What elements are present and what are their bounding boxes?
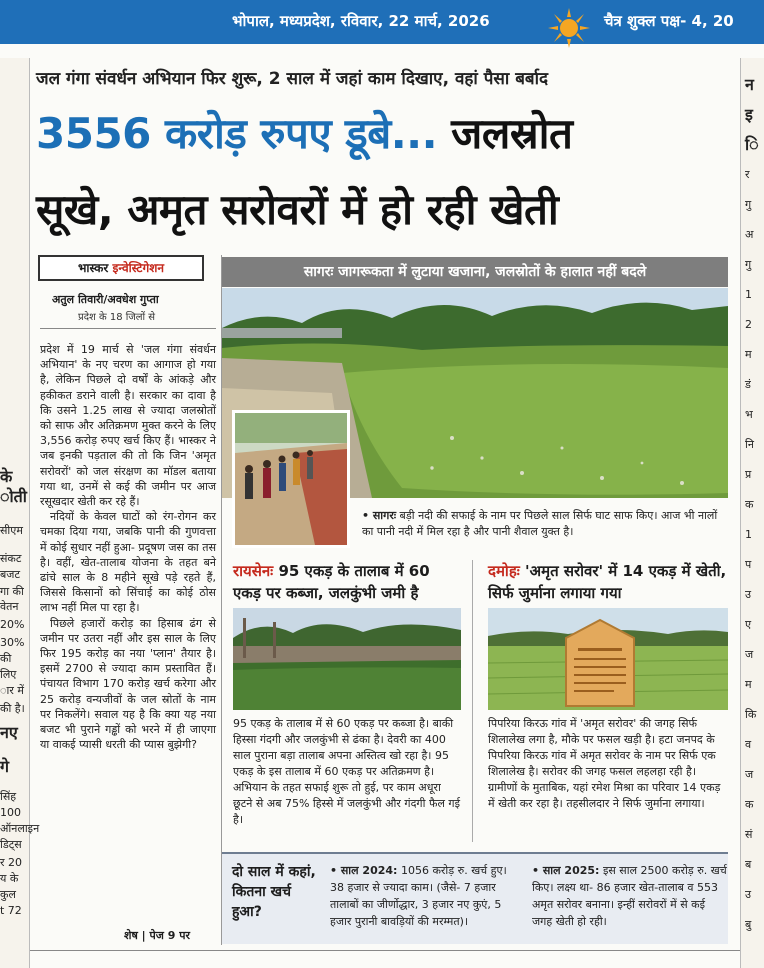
raisen-text: 95 एकड़ के तालाब में से 60 एकड़ पर कब्जा है। बाकी हिस्सा गंदगी और जलकुंभी से ढंका है। देवरी का 400 साल पुराना बड़ा तालाब अपना अस्तित्व खो रहा है। 95 एकड़ के इस तालाब में 60 एकड़ पर अतिक्रमण है। अभियान के तहत सफाई शुरू तो हुई, पर काम अधूरा छूटने से अब 75% हिस्से में जलकुंभी और गंदगी फैल गई है।: [233, 717, 460, 826]
right-adjacent-column: [740, 58, 764, 968]
left-column-fragment: की है।: [0, 702, 25, 715]
left-column-fragment: t 72: [0, 904, 22, 917]
summary-2025: [532, 862, 728, 930]
caption-place: • सागरः: [362, 509, 397, 522]
summary-2024: [330, 862, 520, 930]
left-column-fragment: बजट: [0, 568, 20, 581]
right-column-fragment: गु: [745, 258, 752, 271]
right-column-fragment: व: [745, 738, 752, 751]
left-column-fragment: संकट: [0, 552, 22, 565]
right-column-fragment: नि: [745, 438, 754, 451]
damoh-headline: [488, 560, 728, 604]
dateline-bar: [0, 0, 764, 44]
left-adjacent-column: [0, 58, 40, 968]
investigation-tag: [38, 255, 204, 281]
left-column-fragment: डिट्स: [0, 838, 22, 851]
left-column-fragment: 20%: [0, 618, 25, 631]
left-column-fragment: लिए: [0, 668, 17, 681]
left-column-fragment: 30%: [0, 636, 25, 649]
right-column-fragment: बु: [745, 918, 752, 931]
right-column-fragment: ए: [745, 618, 752, 631]
left-column-fragment: नए: [0, 723, 18, 742]
headline-kicker: जल गंगा संवर्धन अभियान फिर शुरू, 2 साल में जहां काम दिखाए, वहां पैसा बर्बाद: [36, 69, 549, 89]
summary-2024-text: 1056 करोड़ रु. खर्च हुए। 38 हजार से ज्यादा काम। (जैसे- 7 हजार तालाबों का जीर्णोद्धार, 3 हजार नए कुएं, 5 हजार पुरानी बावड़ियों की मरम्मत)।: [330, 864, 507, 928]
raisen-place: रायसेनः: [233, 562, 274, 580]
dateline-date: भोपाल, मध्यप्रदेश, रविवार, 22 मार्च, 2026: [232, 12, 490, 30]
right-column-fragment: उ: [745, 888, 752, 901]
left-column-fragment: वेतन: [0, 600, 19, 613]
divider: [40, 328, 216, 329]
left-column-fragment: गा की: [0, 585, 24, 598]
right-column-fragment: गु: [745, 198, 752, 211]
left-column-fragment: गे: [0, 757, 10, 776]
raisen-pond-photo: [233, 608, 461, 710]
damoh-place: दमोहः: [488, 562, 520, 580]
right-column-fragment: ि: [745, 135, 759, 154]
summary-2024-label: • साल 2024:: [330, 864, 398, 877]
right-column-fragment: 1: [745, 528, 752, 541]
page-bottom-rule: [30, 950, 740, 951]
right-column-fragment: 1: [745, 288, 752, 301]
headline-line-2: सूखे, अमृत सरोवरों में हो रही खेती: [36, 185, 559, 234]
left-column-fragment: सीएम: [0, 524, 23, 537]
sagar-caption: [362, 508, 728, 540]
headline-line-1-rest: जलस्रोत: [437, 109, 573, 158]
brand-name: भास्कर: [77, 261, 109, 275]
left-column-fragment: 100: [0, 806, 21, 819]
raisen-headline: [233, 560, 461, 604]
right-column-fragment: ब: [745, 858, 752, 871]
raisen-headline-text: 95 एकड़ के तालाब में 60 एकड़ पर कब्जा, जलकुंभी जमी है: [233, 562, 430, 602]
left-column-fragment: कुल: [0, 888, 16, 901]
sun-icon: [538, 8, 600, 50]
continued-note: शेष | पेज 9 पर: [124, 929, 190, 942]
right-column-fragment: ज: [745, 768, 754, 781]
investigation-label: इन्वेस्टिगेशन: [112, 261, 165, 275]
damoh-text: पिपरिया किरऊ गांव में 'अमृत सरोवर' की जगह सिर्फ शिलालेख लगा है, मौके पर फसल खड़ी है। हटा जनपद के पिपरिया किरऊ गांव में अमृत सरोवर के नाम पर सिर्फ एक शिलालेख है। सरोवर की जगह फसल लहलहा रही है। ग्रामीणों के मुताबिक, यहां रमेश मिश्रा का परिवार 14 एकड़ में खेती कर रहा है। तहसीलदार ने सिर्फ जुर्माना लगाया।: [488, 717, 721, 810]
right-column-fragment: म: [745, 348, 752, 361]
story-body: [40, 342, 216, 752]
right-column-fragment: प्र: [745, 468, 752, 481]
right-column-fragment: अ: [745, 228, 754, 241]
story-paragraph: प्रदेश में 19 मार्च से 'जल गंगा संवर्धन अभियान' के नए चरण का आगाज हो गया है, लेकिन पिछले दो वर्षों के आंकड़े और हकीकत डराने वाली है। सरकार का दावा है कि उसने 1.25 लाख से ज्यादा जलस्रोतों को साफ और अतिक्रमण मुक्त करने के लिए 3,556 करोड़ रुपए खर्च किए हैं। भास्कर ने जब इनकी पड़ताल की तो कि जिन 'अमृत सरोवरों' को जल संरक्षण का मॉडल बताया गया था, उनमें से कई की जमीन पर आज रसूखदार खेती कर रहे हैं।: [40, 343, 216, 509]
summary-question: दो साल में कहां, कितना खर्च हुआ?: [232, 864, 316, 920]
left-column-fragment: सिंह: [0, 790, 17, 803]
left-column-fragment: र 20: [0, 856, 22, 869]
right-column-fragment: न: [745, 75, 754, 94]
right-column-fragment: ज: [745, 648, 754, 661]
ghat-inset-photo: [232, 410, 350, 548]
right-column-fragment: प: [745, 558, 752, 571]
right-column-fragment: म: [745, 678, 752, 691]
right-column-fragment: भ: [745, 408, 753, 421]
right-column-fragment: कि: [745, 708, 757, 721]
right-column-fragment: र: [745, 168, 750, 181]
right-column-fragment: उ: [745, 588, 752, 601]
left-column-fragment: के: [0, 467, 13, 486]
headline-line-1: [36, 104, 572, 161]
headline-amount: 3556 करोड़ रुपए डूबे...: [36, 109, 438, 158]
byline: अतुल तिवारी/अवधेश गुप्ता: [52, 293, 159, 306]
byline-note: प्रदेश के 18 जिलों से: [78, 312, 156, 323]
summary-2025-text: इस साल 2500 करोड़ रु. खर्च किए। लक्ष्य था- 86 हजार खेत-तालाब व 553 अमृत सरोवर बनाना। इन्हीं सरोवरों में से कई जगह खेती हो रही।: [532, 864, 727, 928]
damoh-field-photo: [488, 608, 728, 710]
summary-2025-label: • साल 2025:: [532, 864, 600, 877]
story-paragraph: नदियों के केवल घाटों को रंग-रोगन कर चमका दिया गया, जबकि पानी की गुणवत्ता में कोई सुधार नहीं हुआ- प्रदूषण जस का तस है। वहीं, खेत-तालाब योजना के तहत बने ढांचे साल के 8 महीने सूखे पड़े रहते हैं, जिससे किसानों को सिंचाई का कोई ठोस लाभ नहीं मिल पा रहा है।: [40, 510, 216, 615]
right-column-fragment: 2: [745, 318, 752, 331]
dateline-panchang: चैत्र शुक्ल पक्ष- 4, 20: [604, 12, 734, 30]
right-column-fragment: इ: [745, 105, 753, 124]
damoh-headline-text: 'अमृत सरोवर' में 14 एकड़ में खेती, सिर्फ जुर्माना लगाया गया: [488, 562, 727, 602]
right-column-fragment: डं: [745, 378, 751, 391]
column-divider: [472, 560, 473, 842]
right-column-fragment: क: [745, 498, 754, 511]
left-column-fragment: ार में: [0, 684, 24, 697]
left-column-fragment: ऑनलाइन: [0, 822, 40, 835]
left-column-fragment: य के: [0, 872, 19, 885]
right-column-fragment: क: [745, 798, 754, 811]
caption-text: बड़ी नदी की सफाई के नाम पर पिछले साल सिर्फ घाट साफ किए। आज भी नालों का पानी नदी में मिल रहा है और पानी शैवाल युक्त है।: [362, 509, 718, 538]
left-column-fragment: की: [0, 652, 12, 665]
right-column-fragment: सं: [745, 828, 753, 841]
sagar-banner: सागरः जागरूकता में लुटाया खजाना, जलस्रोतों के हालात नहीं बदले: [222, 257, 728, 287]
story-paragraph: पिछले हजारों करोड़ का हिसाब ढंग से जमीन पर उतरा नहीं और इस साल के लिए फिर 195 करोड़ का नया 'प्लान' तैयार है। इसमें 2700 से ज्यादा काम प्रस्तावित हैं। पंचायत विभाग 170 करोड़ खर्च करेगा और 25 करोड़ वन्यजीवों के जल स्रोतों के नाम पर निकलेंगे। सवाल यह है कि क्या यह नया बजट भी पुराने गड्ढों को भरने में ही जाएगा या वाकई प्यासी धरती की प्यास बुझेगी?: [40, 616, 216, 752]
left-column-fragment: ोती: [0, 487, 27, 506]
